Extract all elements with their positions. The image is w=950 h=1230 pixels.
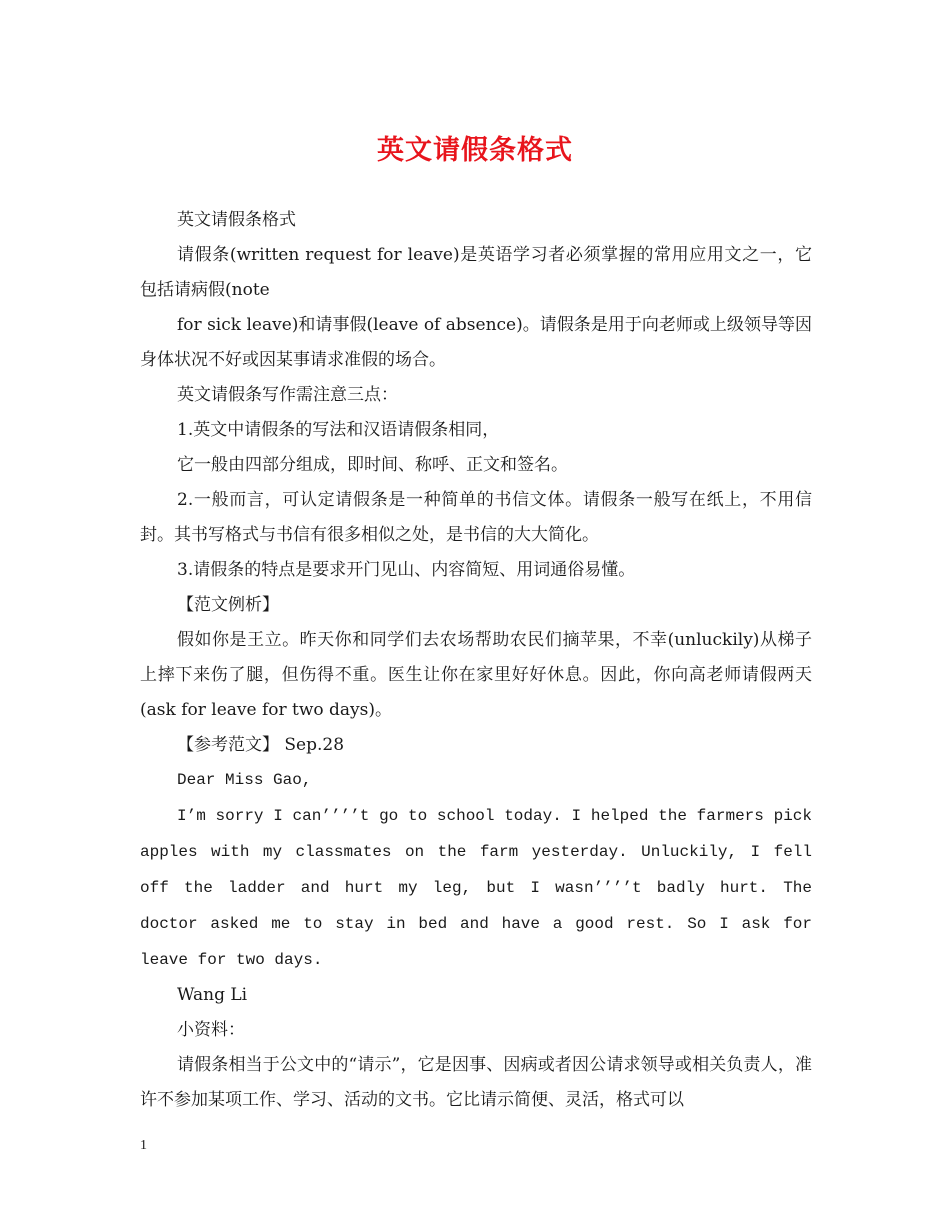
paragraph: 请假条(written request for leave)是英语学习者必须掌握的常用应用文之一，它包括请病假(note bbox=[140, 245, 812, 300]
paragraph: 小资料： bbox=[177, 1020, 245, 1040]
paragraph: 2.一般而言，可认定请假条是一种简单的书信文体。请假条一般写在纸上，不用信封。其书写格式与书信有很多相似之处，是书信的大大简化。 bbox=[140, 490, 812, 545]
page-title: 英文请假条格式 bbox=[377, 135, 573, 166]
page-number: 1 bbox=[140, 1138, 147, 1153]
section-heading: 【范文例析】 bbox=[177, 595, 279, 615]
letter-signature: Wang Li bbox=[177, 985, 248, 1005]
paragraph: 假如你是王立。昨天你和同学们去农场帮助农民们摘苹果，不幸(unluckily)从梯子上摔下来伤了腿，但伤得不重。医生让你在家里好好休息。因此，你向高老师请假两天(ask for leave for two days)。 bbox=[140, 630, 812, 720]
paragraph: 它一般由四部分组成，即时间、称呼、正文和签名。 bbox=[177, 455, 568, 475]
paragraph: 1.英文中请假条的写法和汉语请假条相同， bbox=[177, 420, 500, 440]
letter-salutation: Dear Miss Gao, bbox=[177, 771, 312, 789]
paragraph: 3.请假条的特点是要求开门见山、内容简短、用词通俗易懂。 bbox=[177, 560, 636, 580]
paragraph: 英文请假条格式 bbox=[177, 210, 296, 230]
paragraph: 英文请假条写作需注意三点： bbox=[177, 385, 398, 405]
letter-body: I’m sorry I can’’’’t go to school today. I helped the farmers pick apples with my classmates on the farm yesterday. Unluckily, I fell off the ladder and hurt my leg, but I wasn’’’’t badly hurt. The doctor asked me to stay in bed and have a good rest. So I ask for leave for two days. bbox=[140, 807, 812, 969]
paragraph: 请假条相当于公文中的“请示”，它是因事、因病或者因公请求领导或相关负责人，准许不参加某项工作、学习、活动的文书。它比请示简便、灵活，格式可以 bbox=[140, 1055, 812, 1110]
section-heading: 【参考范文】 Sep.28 bbox=[177, 735, 345, 755]
paragraph: for sick leave)和请事假(leave of absence)。请假条是用于向老师或上级领导等因身体状况不好或因某事请求准假的场合。 bbox=[140, 315, 812, 370]
document-body bbox=[140, 203, 812, 1118]
